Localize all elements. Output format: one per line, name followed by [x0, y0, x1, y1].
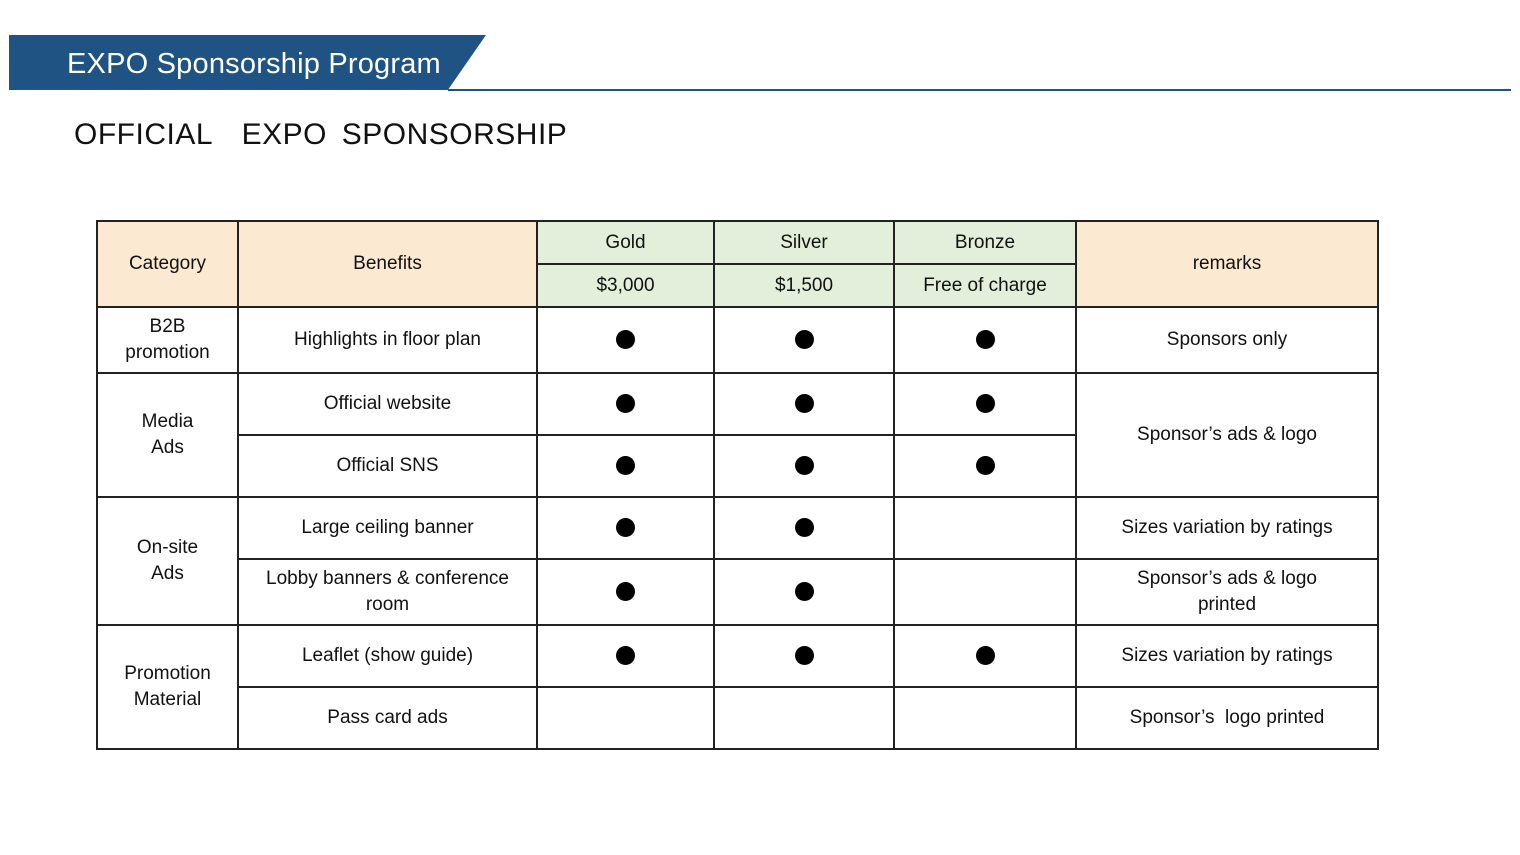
header-divider	[448, 89, 1511, 91]
filled-circle-icon	[976, 456, 995, 475]
header-benefits: Benefits	[238, 221, 537, 307]
filled-circle-icon	[976, 646, 995, 665]
benefit-cell: Pass card ads	[238, 687, 537, 749]
remark-cell: Sponsors only	[1076, 307, 1378, 373]
benefit-label: Lobby banners & conference room	[266, 568, 509, 615]
category-cell	[97, 625, 238, 749]
price-bronze: Free of charge	[894, 264, 1076, 307]
category-cell	[97, 307, 238, 373]
bronze-cell	[894, 307, 1076, 373]
filled-circle-icon	[795, 456, 814, 475]
filled-circle-icon	[795, 646, 814, 665]
benefit-cell: Leaflet (show guide)	[238, 625, 537, 687]
gold-cell	[537, 307, 714, 373]
filled-circle-icon	[795, 518, 814, 537]
remark-cell: Sizes variation by ratings	[1076, 497, 1378, 559]
remark-cell: Sponsor’s ads & logo	[1076, 373, 1378, 497]
filled-circle-icon	[795, 582, 814, 601]
header-row-tiers	[97, 221, 1378, 264]
bronze-cell	[894, 373, 1076, 435]
benefit-cell: Official website	[238, 373, 537, 435]
header-tier-bronze: Bronze	[894, 221, 1076, 264]
remark-cell: Sponsor’s logo printed	[1076, 687, 1378, 749]
remark-label: Sponsor’s ads & logo printed	[1137, 568, 1317, 615]
price-silver: $1,500	[714, 264, 894, 307]
filled-circle-icon	[616, 646, 635, 665]
gold-cell	[537, 373, 714, 435]
silver-cell	[714, 559, 894, 625]
page-title: OFFICIAL EXPO SPONSORSHIP	[74, 118, 568, 151]
table-row	[97, 373, 1378, 435]
benefit-cell: Official SNS	[238, 435, 537, 497]
remark-cell	[1076, 559, 1378, 625]
silver-cell	[714, 373, 894, 435]
category-cell	[97, 373, 238, 497]
table-row	[97, 307, 1378, 373]
gold-cell	[537, 435, 714, 497]
sponsorship-table	[96, 220, 1379, 750]
filled-circle-icon	[616, 456, 635, 475]
benefit-cell: Highlights in floor plan	[238, 307, 537, 373]
filled-circle-icon	[616, 394, 635, 413]
table-row	[97, 497, 1378, 559]
silver-cell	[714, 687, 894, 749]
filled-circle-icon	[795, 394, 814, 413]
filled-circle-icon	[795, 330, 814, 349]
header-category: Category	[97, 221, 238, 307]
bronze-cell	[894, 687, 1076, 749]
filled-circle-icon	[616, 518, 635, 537]
category-label: Media Ads	[141, 411, 194, 458]
gold-cell	[537, 625, 714, 687]
benefit-cell	[238, 559, 537, 625]
filled-circle-icon	[616, 582, 635, 601]
price-gold: $3,000	[537, 264, 714, 307]
table-row	[97, 625, 1378, 687]
gold-cell	[537, 497, 714, 559]
category-label: Promotion Material	[124, 663, 211, 710]
header-remarks: remarks	[1076, 221, 1378, 307]
header-tier-gold: Gold	[537, 221, 714, 264]
silver-cell	[714, 307, 894, 373]
silver-cell	[714, 435, 894, 497]
filled-circle-icon	[616, 330, 635, 349]
benefit-cell: Large ceiling banner	[238, 497, 537, 559]
bronze-cell	[894, 497, 1076, 559]
category-label: On-site Ads	[136, 537, 199, 584]
bronze-cell	[894, 625, 1076, 687]
silver-cell	[714, 497, 894, 559]
header-tier-silver: Silver	[714, 221, 894, 264]
gold-cell	[537, 687, 714, 749]
filled-circle-icon	[976, 330, 995, 349]
category-cell	[97, 497, 238, 625]
bronze-cell	[894, 559, 1076, 625]
table-row	[97, 687, 1378, 749]
silver-cell	[714, 625, 894, 687]
bronze-cell	[894, 435, 1076, 497]
filled-circle-icon	[976, 394, 995, 413]
category-label: B2B promotion	[125, 316, 210, 363]
remark-cell: Sizes variation by ratings	[1076, 625, 1378, 687]
gold-cell	[537, 559, 714, 625]
header-title: EXPO Sponsorship Program	[67, 48, 441, 80]
table-row	[97, 559, 1378, 625]
